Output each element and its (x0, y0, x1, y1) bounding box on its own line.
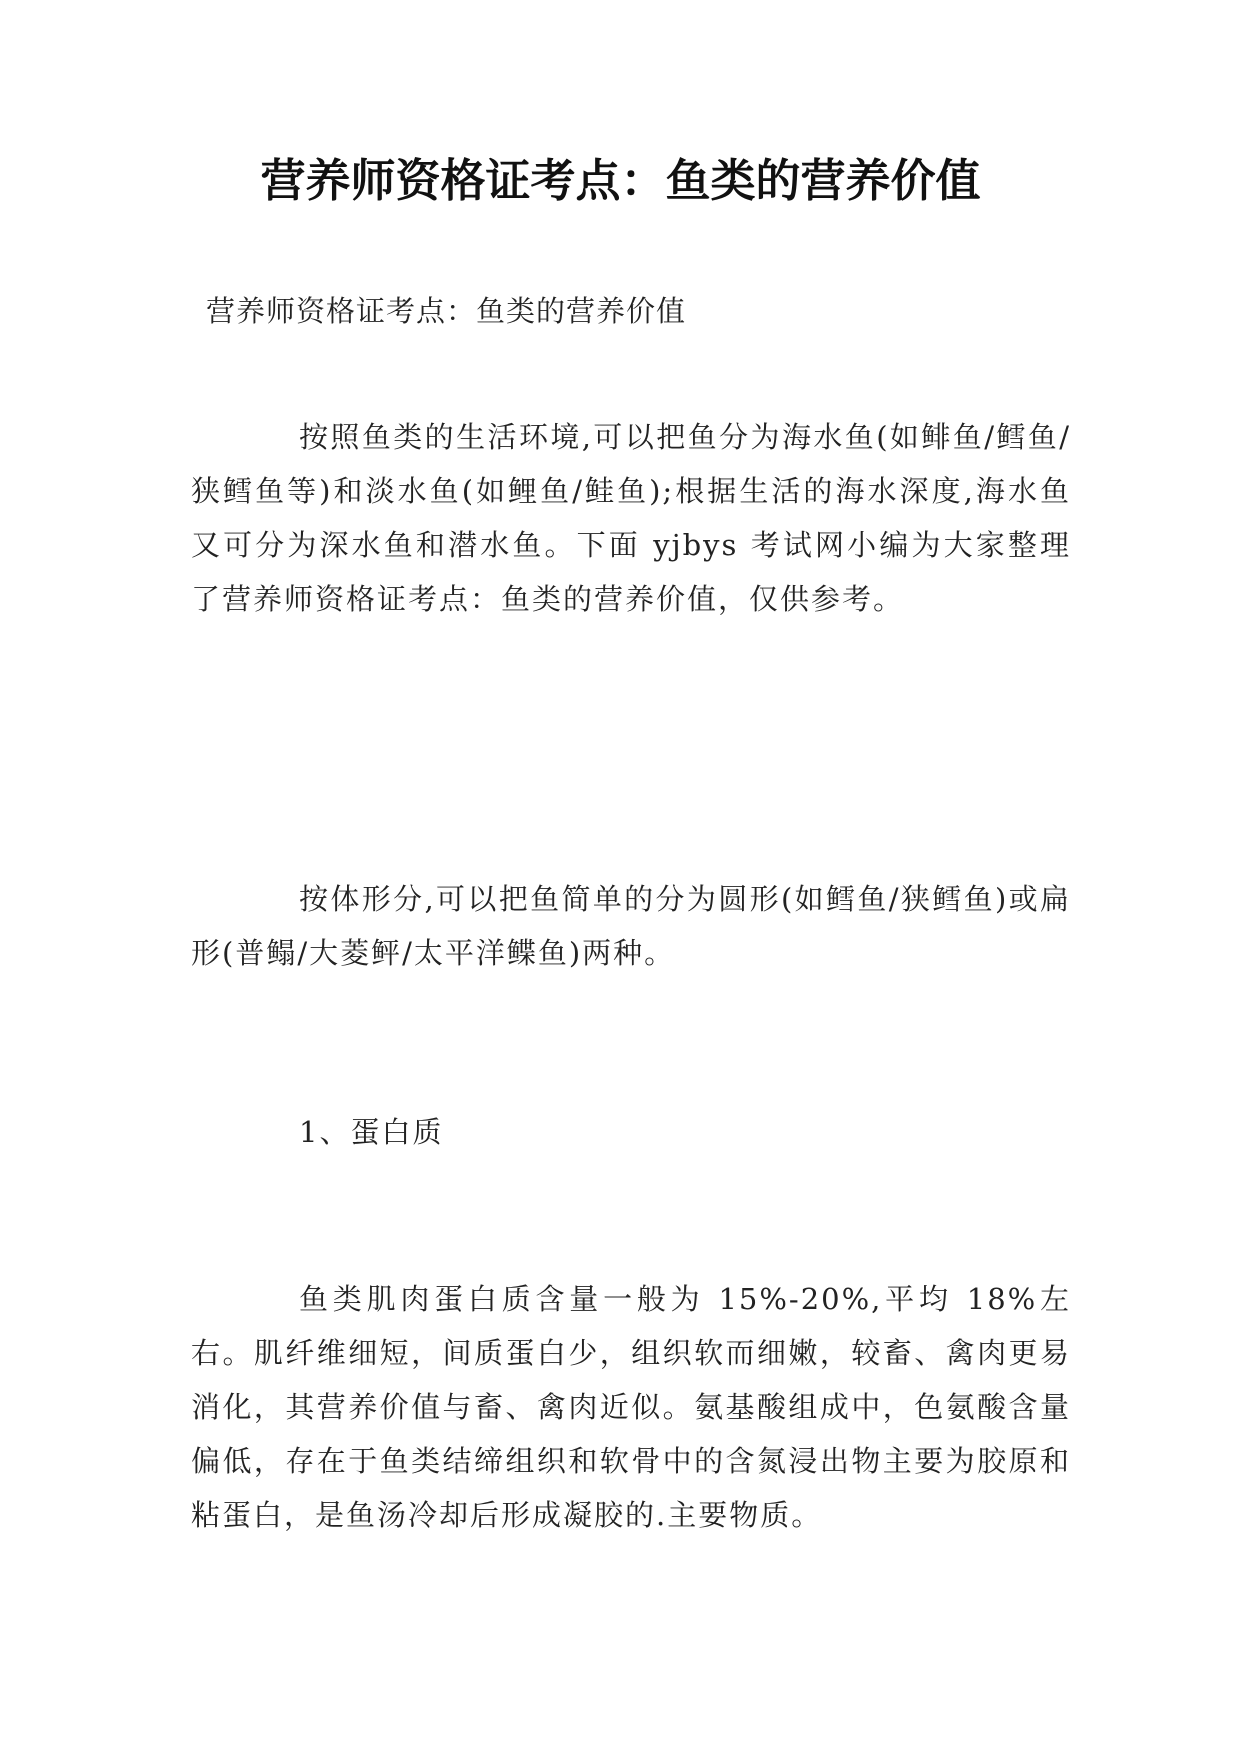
paragraph-classification-by-habitat: 按照鱼类的生活环境,可以把鱼分为海水鱼(如鲱鱼/鳕鱼/狭鳕鱼等)和淡水鱼(如鲤鱼/鲑鱼);根据生活的海水深度,海水鱼又可分为深水鱼和潜水鱼。下面 yjbys 考试网小编为大家整理了营养师资格证考点：鱼类的营养价值，仅供参考。 (191, 420, 1071, 616)
document-subtitle: 营养师资格证考点：鱼类的营养价值 (206, 294, 687, 328)
paragraph-protein: 鱼类肌肉蛋白质含量一般为 15%-20%,平均 18%左右。肌纤维细短，间质蛋白少，组织软而细嫩，较畜、禽肉更易消化，其营养价值与畜、禽肉近似。氨基酸组成中，色氨酸含量偏低，存在于鱼类结缔组织和软骨中的含氮浸出物主要为胶原和粘蛋白，是鱼汤冷却后形成凝胶的.主要物质。 (191, 1282, 1071, 1532)
document-title: 营养师资格证考点：鱼类的营养价值 (260, 154, 981, 207)
section-heading-protein: 1、蛋白质 (299, 1115, 444, 1149)
paragraph-classification-by-shape: 按体形分,可以把鱼简单的分为圆形(如鳕鱼/狭鳕鱼)或扁形(普鳎/大菱鲆/太平洋鲽鱼)两种。 (191, 882, 1071, 970)
